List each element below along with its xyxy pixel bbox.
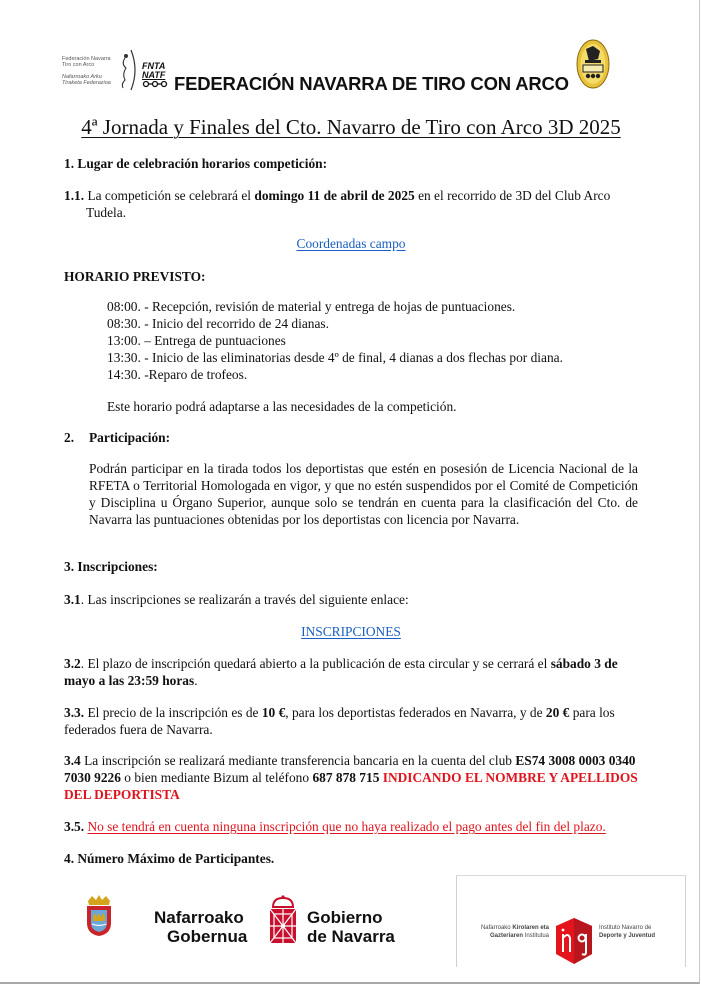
arrow-chain-icon (142, 80, 168, 88)
indj-text-es (599, 924, 655, 940)
gobierno-text-es1: Gobierno (307, 908, 383, 927)
inscripciones-link-row (64, 623, 638, 640)
payment-note: INDICANDO EL NOMBRE Y APELLIDOS DEL DEPORTISTA (64, 770, 638, 802)
bizum-phone: 687 878 715 (312, 770, 380, 785)
item-text: en el recorrido de 3D del Club Arco Tudela. (86, 188, 611, 220)
gobierno-navarra-logo (154, 895, 414, 945)
item-3-2 (64, 655, 638, 689)
item-number: 3.5. (64, 819, 85, 834)
abbr-line: NATF (142, 70, 166, 80)
schedule-item: 13:30. - Inicio de las eliminatorias desde 4º de final, 4 dianas a dos flechas por diana. (107, 350, 563, 365)
deadline: sábado 3 de mayo a las 23:59 horas (64, 656, 618, 688)
section4-heading: 4. Número Máximo de Participantes. (64, 851, 275, 866)
indj-text-eu (475, 924, 549, 940)
coordinates-link[interactable]: Coordenadas campo (296, 236, 406, 251)
indj-cube-icon (554, 916, 594, 966)
indj-text: Nafarroako (480, 925, 513, 931)
logo-line: Federación Navarra (62, 56, 111, 62)
club-badge-icon (576, 39, 610, 89)
schedule-list (107, 298, 647, 383)
schedule-item: 14:30. -Reparo de trofeos. (107, 367, 248, 382)
indj-line: Instituto Navarro de (599, 925, 652, 931)
item-text: . El plazo de inscripción quedará abierto a la publicación de esta circular y se cerrará el (80, 656, 551, 671)
item-text: . (194, 673, 198, 688)
indj-logo-panel (456, 875, 686, 967)
federation-title: FEDERACIÓN NAVARRA DE TIRO CON ARCO (174, 73, 569, 94)
archer-icon (117, 48, 139, 92)
gobierno-text-es2: de Navarra (307, 927, 395, 946)
section-title: Participación: (89, 430, 171, 445)
schedule-heading: HORARIO PREVISTO: (64, 269, 206, 284)
logo-line: Nafarroako Arku (62, 74, 102, 80)
logo-text-es (62, 56, 111, 68)
section3-heading: 3. Inscripciones: (64, 559, 158, 574)
document-title-text: 4ª Jornada y Finales del Cto. Navarro de Tiro con Arco 3D 2025 (81, 115, 621, 139)
indj-line: Deporte y Juventud (599, 933, 656, 939)
item-text: para los federados fuera de Navarra. (64, 705, 615, 737)
item-3-5 (64, 818, 638, 835)
schedule-item: 08:30. - Inicio del recorrido de 24 dianas. (107, 316, 329, 331)
indj-text: Institutua (522, 933, 549, 939)
item-number: 3.3. (64, 705, 85, 720)
price-external: 20 € (545, 705, 570, 720)
gobierno-text-eu1: Nafarroako (154, 908, 244, 927)
section1-heading: 1. Lugar de celebración horarios competición: (64, 156, 328, 171)
indj-line (475, 932, 549, 940)
item-1-1 (64, 187, 638, 221)
section2-heading (64, 429, 638, 446)
logo-line: Tiro con Arco (62, 62, 95, 68)
item-text: o bien mediante Bizum al teléfono (120, 770, 313, 785)
item-3-1 (64, 591, 638, 608)
logo-text-eu (62, 74, 111, 86)
item-number: 3.1 (64, 592, 81, 607)
schedule-note: Este horario podrá adaptarse a las necesidades de la competición. (107, 399, 457, 414)
item-text: La competición se celebrará el (84, 188, 255, 203)
indj-text: Kirolaren eta (512, 925, 549, 931)
navarra-arms-icon (267, 895, 299, 945)
item-text: La inscripción se realizará mediante transferencia bancaria en la cuenta del club (80, 753, 516, 768)
bank-account: ES74 3008 0003 0340 7030 9226 (64, 753, 636, 785)
item-text: El precio de la inscripción es de (84, 705, 262, 720)
gobierno-text-eu2: Gobernua (167, 927, 248, 946)
participation-body: Podrán participar en la tirada todos los deportistas que estén en posesión de Licencia Nacional de la RFETA o Territorial Homologada en vigor, y que no estén suspendidos por el Comité de Competición y Disciplina u Órgano Superior, aunque solo se tendrán en cuenta para la clasificación del Cto. de Navarra las puntuaciones obtenidas por los deportistas con licencia por Navarra. (89, 461, 638, 527)
tudela-coat-of-arms-icon (84, 895, 114, 937)
item-text: , para los deportistas federados en Navarra, y de (285, 705, 546, 720)
item-number: 3.2 (64, 656, 81, 671)
item-number: 3.4 (64, 753, 81, 768)
item-text: . Las inscripciones se realizarán a través del siguiente enlace: (80, 592, 409, 607)
indj-line (475, 924, 549, 932)
fnta-abbr (142, 62, 168, 90)
document-title (0, 115, 702, 140)
payment-warning: No se tendrá en cuenta ninguna inscripción que no haya realizado el pago antes del fin del plazo. (87, 819, 606, 834)
schedule-item: 13:00. – Entrega de puntuaciones (107, 333, 286, 348)
abbr-line: FNTA (142, 61, 166, 71)
inscripciones-link[interactable]: INSCRIPCIONES (301, 624, 401, 639)
item-3-4 (64, 752, 638, 803)
price-federated: 10 € (261, 705, 286, 720)
section-number: 2. (64, 430, 75, 445)
item-number: 1.1. (64, 188, 85, 203)
indj-text: Gazteriaren (489, 933, 523, 939)
fnta-logo (62, 40, 182, 94)
item-3-3 (64, 704, 638, 738)
logo-line: Tiraketa Federazioa (62, 80, 111, 86)
schedule-item: 08:00. - Recepción, revisión de material y entrega de hojas de puntuaciones. (107, 299, 516, 314)
coords-link-row (64, 235, 638, 252)
competition-date: domingo 11 de abril de 2025 (254, 188, 415, 203)
